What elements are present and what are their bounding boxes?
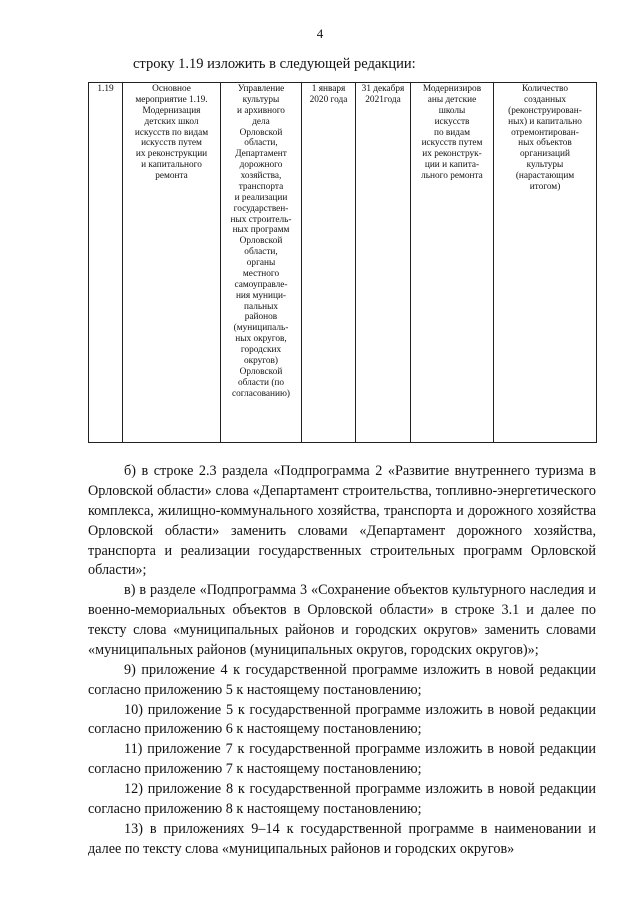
cell-row-number: 1.19 xyxy=(89,83,123,443)
paragraph: 10) приложение 5 к государственной программе изложить в новой редакции согласно приложению 6 к настоящему постановлению; xyxy=(88,701,596,738)
cell-indicator: Количество созданных (реконструирован- ных) и капитально отремонтирован- ных объектов организаций культуры (нарастающим итогом) xyxy=(494,83,597,443)
page-number: 4 xyxy=(316,26,324,41)
paragraph: в) в разделе «Подпрограмма 3 «Сохранение объектов культурного наследия и военно-мемориальных объектов в Орловской области» в строке 3.1 и далее по тексту слова «муниципальных районов и городских округов» заменить словами «муниципальных районов (муниципальных округов, городских округов)»; xyxy=(88,582,596,658)
program-row-table xyxy=(88,82,597,443)
cell-start-date: 1 января 2020 года xyxy=(302,83,356,443)
paragraph: 13) в приложениях 9–14 к государственной программе в наименовании и далее по тексту слова «муниципальных районов и городских округов» xyxy=(88,820,596,857)
table-row xyxy=(89,83,597,443)
paragraph: б) в строке 2.3 раздела «Подпрограмма 2 «Развитие внутреннего туризма в Орловской области» слова «Департамент строительства, топливно-энергетического комплекса, жилищно-коммунального хозяйства, транспорта и дорожного хозяйства Орловской области» заменить словами «Департамент дорожного хозяйства, транспорта и реализации государственных строительных программ Орловской области»; xyxy=(88,463,596,579)
cell-executor: Управление культуры и архивного дела Орловской области, Департамент дорожного хозяйства, транспорта и реализации государствен- ных строитель- ных программ Орловской области, органы местного самоуправле- ния муници- пальных районов (муниципаль- ных округов, городских округов) Орловской области (по согласованию) xyxy=(221,83,302,443)
cell-result: Модернизиров аны детские школы искусств по видам искусств путем их реконструк- ции и капита- льного ремонта xyxy=(411,83,494,443)
paragraph: 12) приложение 8 к государственной программе изложить в новой редакции согласно приложению 8 к настоящему постановлению; xyxy=(88,781,596,817)
cell-end-date: 31 декабря 2021года xyxy=(356,83,411,443)
cell-event: Основное мероприятие 1.19. Модернизация детских школ искусств по видам искусств путем их реконструкции и капитального ремонта xyxy=(123,83,221,443)
paragraph: 9) приложение 4 к государственной программе изложить в новой редакции согласно приложению 5 к настоящему постановлению; xyxy=(88,661,596,698)
body-text xyxy=(88,462,596,860)
paragraph: 11) приложение 7 к государственной программе изложить в новой редакции согласно приложению 7 к настоящему постановлению; xyxy=(88,741,596,778)
intro-line: строку 1.19 изложить в следующей редакции: xyxy=(133,56,416,72)
